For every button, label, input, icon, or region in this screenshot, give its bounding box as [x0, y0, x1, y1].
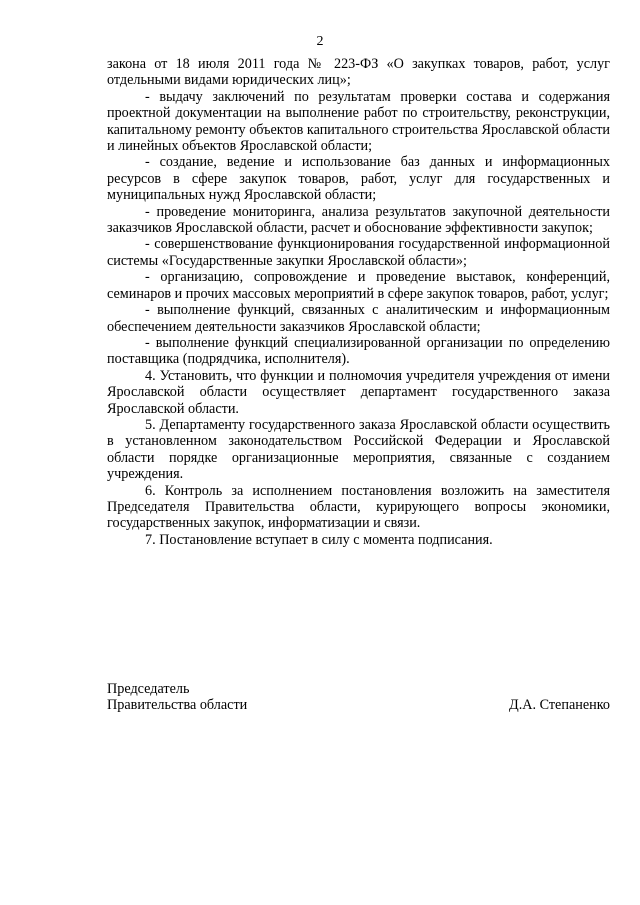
- paragraph-item-databases: - создание, ведение и использование баз данных и информационных ресурсов в сфере закупок товаров, работ, услуг для государственных и муниципальных нужд Ярославской области;: [107, 154, 610, 204]
- paragraph-clause-7: 7. Постановление вступает в силу с момента подписания.: [145, 531, 493, 548]
- page-number: 2: [316, 34, 324, 49]
- signatory-title-line-1: Председатель: [107, 681, 190, 697]
- paragraph-clause-4: 4. Установить, что функции и полномочия учредителя учреждения от имени Ярославской области осуществляет департамент государственного заказа Ярославской области.: [107, 367, 610, 417]
- paragraph-law-reference: закона от 18 июля 2011 года № 223-ФЗ «О закупках товаров, работ, услуг отдельными видами юридических лиц»;: [107, 56, 610, 89]
- paragraph-item-monitoring: - проведение мониторинга, анализа результатов закупочной деятельности заказчиков Ярославской области, расчет и обоснование эффективности закупок;: [107, 203, 610, 237]
- signature-block: [107, 681, 610, 714]
- paragraph-item-specialized-org: - выполнение функций специализированной организации по определению поставщика (подрядчика, исполнителя).: [107, 334, 610, 368]
- signatory-name: Д.А. Степаненко: [509, 697, 610, 714]
- document-body: [107, 56, 610, 548]
- signature-line: [107, 697, 610, 713]
- paragraph-item-events: - организацию, сопровождение и проведение выставок, конференций, семинаров и прочих массовых мероприятий в сфере закупок товаров, работ, услуг;: [107, 269, 610, 302]
- signatory-title-line-2: Правительства области: [107, 697, 248, 714]
- paragraph-item-information-system: - совершенствование функционирования государственной информационной системы «Государственные закупки Ярославской области»;: [107, 236, 610, 269]
- paragraph-clause-6: 6. Контроль за исполнением постановления возложить на заместителя Председателя Правительства области, курирующего вопросы экономики, государственных закупок, информатизации и связи.: [107, 482, 610, 532]
- paragraph-clause-5: 5. Департаменту государственного заказа Ярославской области осуществить в установленном законодательством Российской Федерации и Ярославской области порядке организационные мероприятия, связанные с созданием учреждения.: [107, 416, 610, 483]
- paragraph-item-analytics: - выполнение функций, связанных с аналитическим и информационным обеспечением деятельности заказчиков Ярославской области;: [107, 302, 610, 335]
- paragraph-item-expertise: - выдачу заключений по результатам проверки состава и содержания проектной документации на выполнение работ по строительству, реконструкции, капитальному ремонту объектов капитального строительства Ярославской области и линейных объектов Ярославской области;: [107, 88, 610, 155]
